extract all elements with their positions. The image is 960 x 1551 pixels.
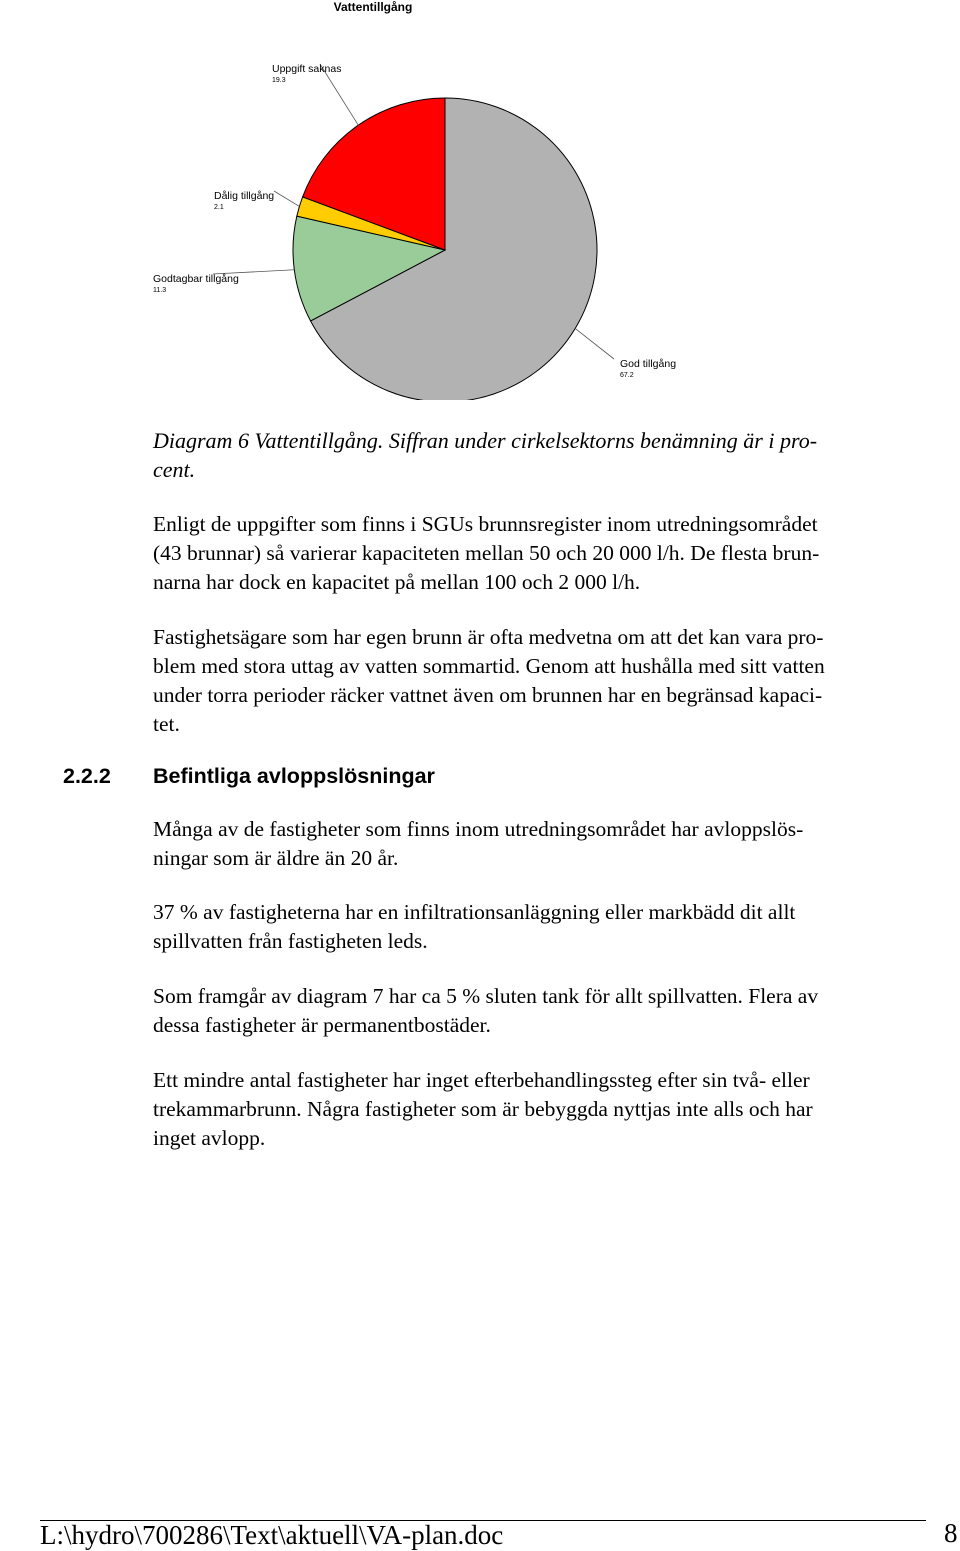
text-line: narna har dock en kapacitet på mellan 100 och 2 000 l/h. <box>153 570 641 594</box>
text-line: Fastighetsägare som har egen brunn är ofta medvetna om att det kan vara pro- <box>153 625 824 649</box>
text-line: Enligt de uppgifter som finns i SGUs brunnsregister inom utredningsområdet <box>153 512 818 536</box>
slice-label: Uppgift saknas <box>272 63 342 75</box>
footer-file-path: L:\hydro\700286\Text\aktuell\VA-plan.doc <box>40 1520 504 1550</box>
chart-title: Vattentillgång <box>333 0 413 14</box>
text-line: under torra perioder räcker vattnet även om brunnen har en begränsad kapaci- <box>153 683 823 707</box>
figure-caption <box>153 426 933 484</box>
slice-value-label: 11.3 <box>153 287 167 294</box>
text-line: tet. <box>153 712 180 736</box>
paragraph-property-owners <box>153 623 943 739</box>
section-heading <box>63 764 435 789</box>
text-line: ningar som är äldre än 20 år. <box>153 846 399 870</box>
text-line: Ett mindre antal fastigheter har inget efterbehandlingssteg efter sin två- eller <box>153 1068 810 1092</box>
text-line: (43 brunnar) så varierar kapaciteten mellan 50 och 20 000 l/h. De flesta brun- <box>153 541 820 565</box>
section-number: 2.2.2 <box>63 764 111 788</box>
pie-chart <box>0 0 960 400</box>
text-line: inget avlopp. <box>153 1126 266 1150</box>
paragraph-old-systems <box>153 815 943 873</box>
slice-value-label: 19.3 <box>272 77 286 84</box>
page-number: 8 <box>944 1518 958 1548</box>
text-line: dessa fastigheter är permanentbostäder. <box>153 1013 491 1037</box>
section-title: Befintliga avloppslösningar <box>153 764 435 788</box>
slice-label: Godtagbar tillgång <box>153 273 239 285</box>
slice-value-label: 2.1 <box>214 204 224 211</box>
caption-line-1: Diagram 6 Vattentillgång. Siffran under cirkelsektorns benämning är i pro- <box>153 428 818 453</box>
text-line: Många av de fastigheter som finns inom utredningsområdet har avloppslös- <box>153 817 804 841</box>
slice-label: God tillgång <box>620 358 677 370</box>
paragraph-no-treatment <box>153 1066 943 1153</box>
leader-line <box>575 328 614 359</box>
text-line: trekammarbrunn. Några fastigheter som är bebyggda nyttjas inte alls och har <box>153 1097 813 1121</box>
slice-label: Dålig tillgång <box>214 190 275 202</box>
text-line: 37 % av fastigheterna har en infiltrationsanläggning eller markbädd dit allt <box>153 900 796 924</box>
text-line: blem med stora uttag av vatten sommartid. Genom att hushålla med sitt vatten <box>153 654 825 678</box>
caption-line-2: cent. <box>153 457 196 482</box>
text-line: spillvatten från fastigheten leds. <box>153 929 428 953</box>
paragraph-infiltration <box>153 898 943 956</box>
leader-line <box>274 191 299 206</box>
paragraph-well-capacity <box>153 510 943 597</box>
slice-value-label: 67.2 <box>620 372 634 379</box>
paragraph-closed-tank <box>153 982 943 1040</box>
text-line: Som framgår av diagram 7 har ca 5 % sluten tank för allt spillvatten. Flera av <box>153 984 819 1008</box>
